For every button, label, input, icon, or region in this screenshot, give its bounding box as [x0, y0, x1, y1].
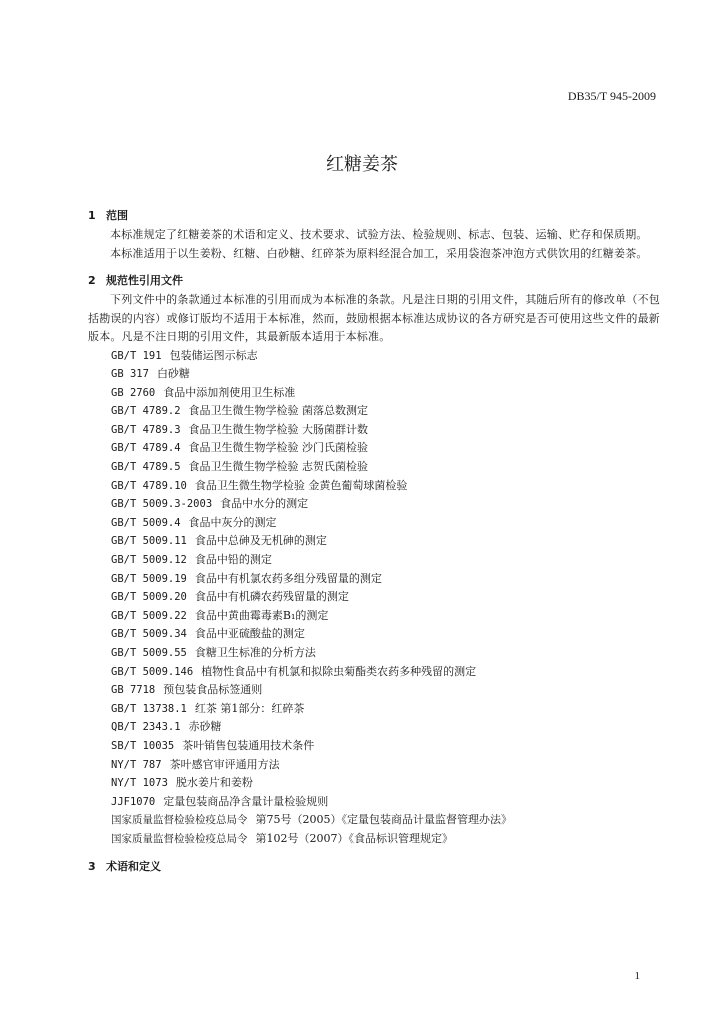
- section-number: 1: [88, 209, 96, 222]
- reference-item: [111, 384, 660, 403]
- reference-name: 赤砂糖: [188, 720, 222, 734]
- reference-item: [111, 700, 660, 719]
- reference-name: 食品中有机磷农药残留量的测定: [194, 590, 349, 604]
- reference-item: [111, 681, 660, 700]
- reference-code: 国家质量监督检验检疫总局令: [111, 832, 248, 845]
- reference-name: 第102号（2007）《食品标识管理规定》: [255, 831, 453, 845]
- reference-name: 预包装食品标签通则: [163, 683, 263, 697]
- reference-name: 食品中黄曲霉毒素B₁的测定: [194, 608, 329, 622]
- section-heading-normative-references: [88, 271, 660, 291]
- reference-code: GB/T 5009.20: [111, 591, 187, 604]
- section-title: 术语和定义: [106, 859, 161, 873]
- reference-item: [111, 570, 660, 589]
- reference-item: [111, 811, 660, 830]
- reference-code: GB/T 5009.22: [111, 609, 187, 622]
- reference-code: GB/T 4789.10: [111, 479, 187, 492]
- reference-code: GB/T 5009.19: [111, 572, 187, 585]
- document-body: [88, 206, 660, 877]
- reference-name: 茶叶感官审评通用方法: [169, 757, 280, 771]
- reference-name: 食品中添加剂使用卫生标准: [163, 385, 296, 399]
- scope-paragraph: 本标准适用于以生姜粉、红糖、白砂糖、红碎茶为原料经混合加工，采用袋泡茶冲泡方式供饮用的红糖姜茶。: [110, 246, 648, 260]
- reference-name: 茶叶销售包装通用技术条件: [182, 738, 315, 752]
- reference-code: QB/T 2343.1: [111, 721, 181, 734]
- reference-code: GB/T 4789.4: [111, 442, 181, 455]
- reference-name: 包装储运图示标志: [169, 348, 258, 362]
- reference-item: [111, 347, 660, 366]
- reference-item: [111, 532, 660, 551]
- scope-paragraph: 本标准规定了红糖姜茶的术语和定义、技术要求、试验方法、检验规则、标志、包装、运输、贮存和保质期。: [110, 228, 648, 241]
- reference-name: 食品中有机氯农药多组分残留量的测定: [194, 571, 382, 585]
- reference-code: GB/T 5009.55: [111, 647, 187, 659]
- reference-code: GB/T 5009.4: [111, 516, 181, 529]
- reference-name: 植物性食品中有机氯和拟除虫菊酯类农药多种残留的测定: [201, 664, 477, 678]
- reference-name: 食品卫生微生物学检验 大肠菌群计数: [188, 422, 369, 436]
- reference-name: 定量包装商品净含量计量检验规则: [163, 794, 329, 808]
- page-number: 1: [634, 970, 640, 982]
- reference-item: [111, 477, 660, 496]
- reference-item: [111, 402, 660, 421]
- reference-name: 食糖卫生标准的分析方法: [194, 646, 316, 659]
- reference-item: [111, 756, 660, 775]
- reference-item: [111, 365, 660, 384]
- reference-item: [111, 514, 660, 533]
- reference-item: [111, 625, 660, 644]
- section-number: 3: [88, 859, 96, 873]
- reference-code: GB/T 13738.1: [111, 702, 187, 715]
- reference-name: 食品中亚硫酸盐的测定: [194, 627, 305, 641]
- reference-code: JJF1070: [111, 795, 156, 808]
- reference-code: GB/T 191: [111, 349, 162, 362]
- reference-item: [111, 644, 660, 663]
- reference-code: GB 2760: [111, 386, 156, 399]
- reference-name: 白砂糖: [156, 367, 190, 381]
- reference-code: 国家质量监督检验检疫总局令: [111, 814, 248, 827]
- reference-code: GB/T 4789.3: [111, 423, 181, 436]
- reference-name: 食品卫生微生物学检验 金黄色葡萄球菌检验: [194, 478, 408, 492]
- reference-name: 第75号（2005）《定量包装商品计量监督管理办法》: [255, 813, 512, 827]
- reference-code: GB 7718: [111, 684, 156, 697]
- reference-code: GB/T 5009.146: [111, 665, 194, 678]
- section-heading-terms-and-definitions: [88, 857, 660, 877]
- reference-name: 食品卫生微生物学检验 菌落总数测定: [188, 404, 369, 418]
- document-title: 红糖姜茶: [326, 154, 398, 175]
- reference-code: NY/T 787: [111, 758, 162, 771]
- section-title: 范围: [106, 209, 128, 222]
- reference-name: 食品中水分的测定: [220, 497, 309, 511]
- reference-code: GB/T 4789.2: [111, 405, 181, 418]
- reference-item: [111, 718, 660, 737]
- reference-code: GB/T 5009.3-2003: [111, 498, 213, 511]
- reference-code: GB/T 4789.5: [111, 461, 181, 474]
- document-code: DB35/T 945-2009: [567, 89, 656, 103]
- reference-code: GB 317: [111, 368, 149, 381]
- reference-name: 食品卫生微生物学检验 沙门氏菌检验: [188, 441, 369, 455]
- reference-code: GB/T 5009.34: [111, 628, 187, 641]
- reference-item: [111, 774, 660, 793]
- reference-item: [111, 607, 660, 626]
- reference-item: [111, 588, 660, 607]
- reference-item: [111, 830, 660, 849]
- reference-item: [111, 458, 660, 477]
- reference-name: 红茶 第1部分：红碎茶: [194, 701, 305, 715]
- reference-name: 脱水姜片和姜粉: [175, 776, 253, 790]
- section-number: 2: [88, 274, 96, 287]
- section-title: 规范性引用文件: [106, 274, 183, 287]
- reference-code: GB/T 5009.11: [111, 535, 187, 548]
- reference-item: [111, 421, 660, 440]
- reference-name: 食品中铅的测定: [194, 553, 272, 567]
- reference-item: [111, 663, 660, 682]
- reference-name: 食品卫生微生物学检验 志贺氏菌检验: [188, 460, 369, 474]
- section-heading-scope: [88, 206, 660, 226]
- references-intro-paragraph: 下列文件中的条款通过本标准的引用而成为本标准的条款。凡是注日期的引用文件，其随后所有的修改单（不包括勘误的内容）或修订版均不适用于本标准，然而，鼓励根据本标准达成协议的各方研究是否可使用这些文件的最新版本。凡是不注日期的引用文件，其最新版本适用于本标准。: [88, 293, 660, 343]
- reference-name: 食品中总砷及无机砷的测定: [194, 534, 327, 548]
- reference-item: [111, 551, 660, 570]
- reference-name: 食品中灰分的测定: [188, 515, 277, 529]
- reference-code: GB/T 5009.12: [111, 554, 187, 567]
- reference-code: NY/T 1073: [111, 777, 168, 790]
- reference-item: [111, 439, 660, 458]
- reference-item: [111, 737, 660, 756]
- reference-item: [111, 495, 660, 514]
- reference-item: [111, 793, 660, 812]
- reference-code: SB/T 10035: [111, 739, 175, 752]
- reference-list: [88, 347, 660, 849]
